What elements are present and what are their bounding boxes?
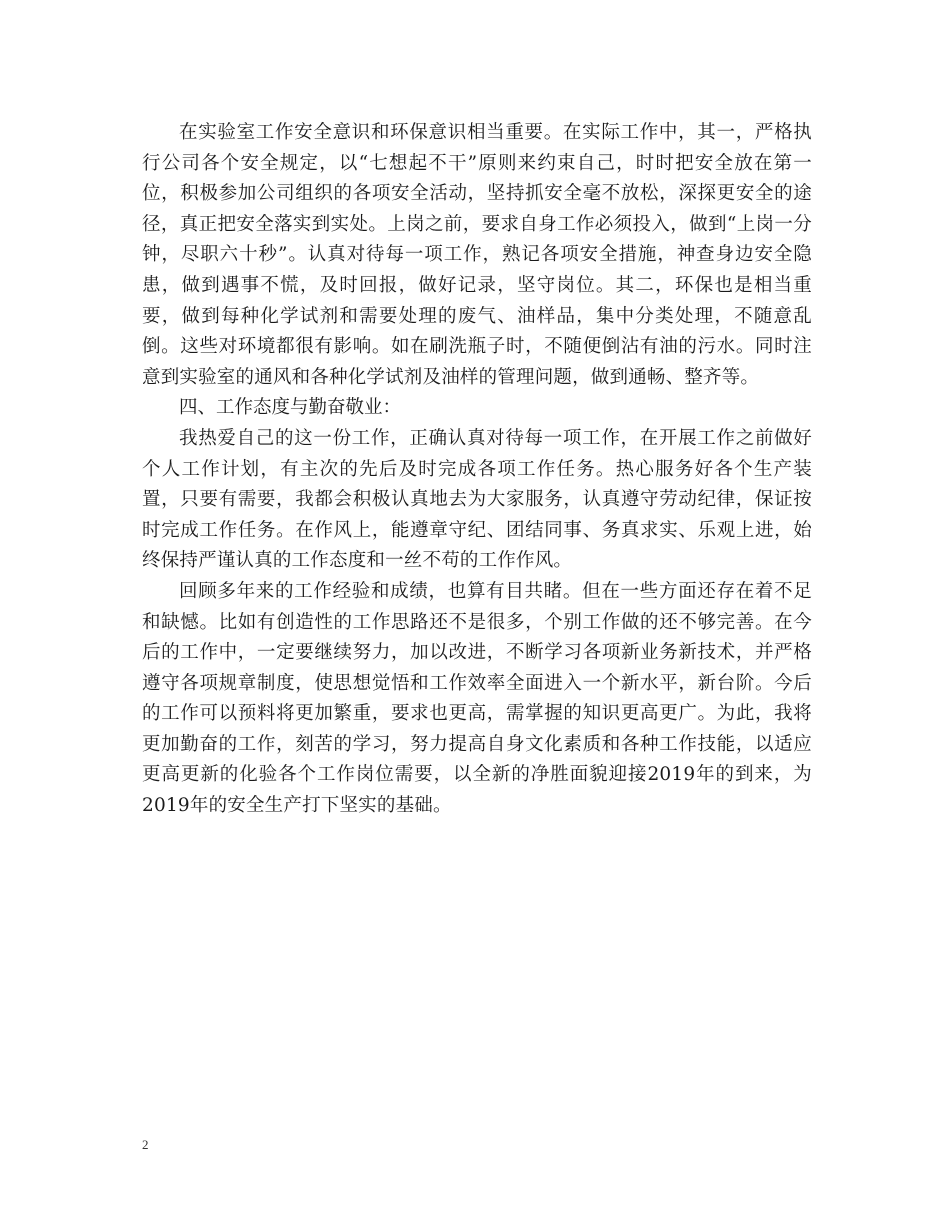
paragraph-review-outlook: 回顾多年来的工作经验和成绩，也算有目共睹。但在一些方面还存在着不足和缺憾。比如有创造性的工作思路还不是很多，个别工作做的还不够完善。在今后的工作中，一定要继续努力，加以改进，不断学习各项新业务新技术，并严格遵守各项规章制度，使思想觉悟和工作效率全面进入一个新水平，新台阶。今后的工作可以预料将更加繁重，要求也更高，需掌握的知识更高更广。为此，我将更加勤奋的工作，刻苦的学习，努力提高自身文化素质和各种工作技能，以适应更高更新的化验各个工作岗位需要，以全新的净胜面貌迎接2019年的到来，为2019年的安全生产打下坚实的基础。 <box>142 580 812 817</box>
paragraph-work-attitude: 我热爱自己的这一份工作，正确认真对待每一项工作，在开展工作之前做好个人工作计划，有主次的先后及时完成各项工作任务。热心服务好各个生产装置，只要有需要，我都会积极认真地去为大家服务，认真遵守劳动纪律，保证按时完成工作任务。在作风上，能遵章守纪、团结同事、务真求实、乐观上进，始终保持严谨认真的工作态度和一丝不苟的工作作风。 <box>142 427 812 572</box>
document-body <box>142 118 812 822</box>
paragraph-safety-environment: 在实验室工作安全意识和环保意识相当重要。在实际工作中，其一，严格执行公司各个安全规定，以“七想起不干”原则来约束自己，时时把安全放在第一位，积极参加公司组织的各项安全活动，坚持抓安全毫不放松，深探更安全的途径，真正把安全落实到实处。上岗之前，要求自身工作必须投入，做到“上岗一分钟，尽职六十秒”。认真对待每一项工作，熟记各项安全措施，神查身边安全隐患，做到遇事不慌，及时回报，做好记录，坚守岗位。其二，环保也是相当重要，做到每种化学试剂和需要处理的废气、油样品，集中分类处理，不随意乱倒。这些对环境都很有影响。如在刷洗瓶子时，不随便倒沾有油的污水。同时注意到实验室的通风和各种化学试剂及油样的管理问题，做到通畅、整齐等。 <box>142 122 812 388</box>
page-number: 2 <box>142 1137 149 1152</box>
section-heading-work-attitude: 四、工作态度与勤奋敬业： <box>179 397 402 419</box>
